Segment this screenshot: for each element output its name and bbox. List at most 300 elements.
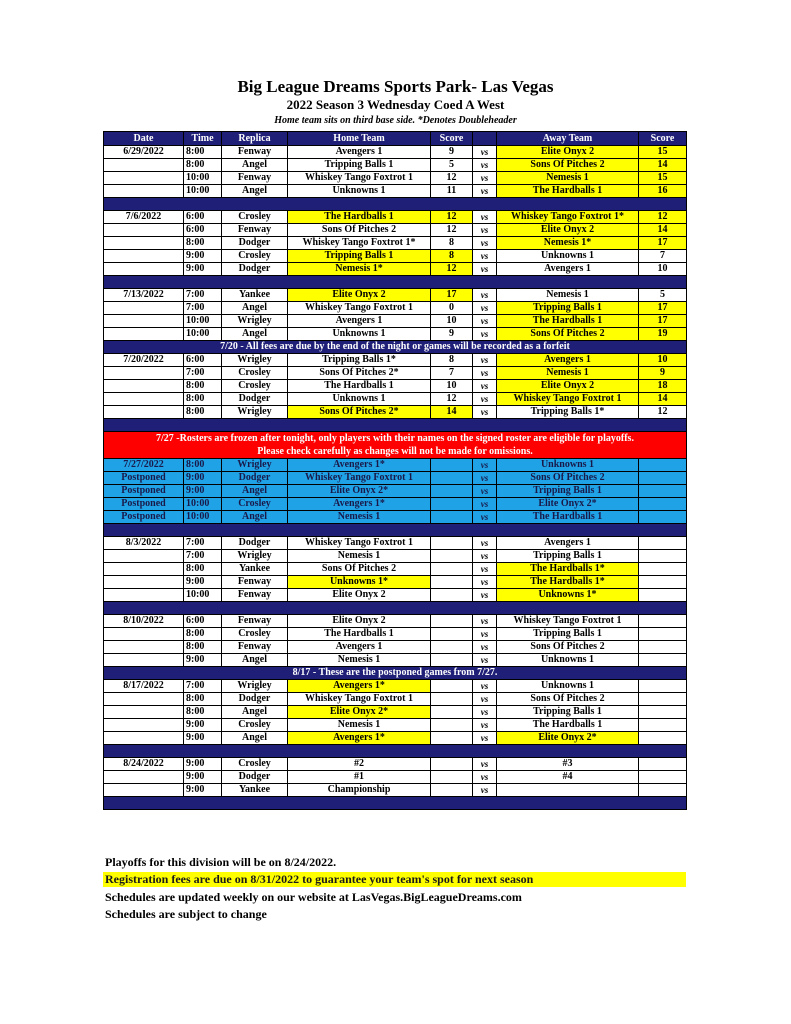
game-time: 10:00 [184,498,222,511]
game-time: 7:00 [184,367,222,380]
home-team: Avengers 1 [288,146,431,159]
away-team [497,784,639,797]
away-score: 10 [639,263,687,276]
home-team: Avengers 1* [288,680,431,693]
field-replica: Wrigley [222,406,288,419]
away-team: The Hardballs 1 [497,719,639,732]
home-score: 12 [431,224,473,237]
field-replica: Wrigley [222,315,288,328]
game-time: 8:00 [184,459,222,472]
away-team: Tripping Balls 1* [497,406,639,419]
home-score [431,576,473,589]
home-team: The Hardballs 1 [288,628,431,641]
home-team: Elite Onyx 2 [288,589,431,602]
vs-label: vs [473,472,497,485]
game-date: 8/10/2022 [104,615,184,628]
home-team: Sons Of Pitches 2* [288,406,431,419]
away-score: 16 [639,185,687,198]
home-score: 8 [431,237,473,250]
game-time: 8:00 [184,159,222,172]
away-team: #3 [497,758,639,771]
separator-cell [104,276,687,289]
home-team: Avengers 1* [288,459,431,472]
game-row [104,693,687,706]
game-time: 8:00 [184,706,222,719]
home-score [431,784,473,797]
field-replica: Fenway [222,589,288,602]
col-away-score-header: Score [639,132,687,146]
game-time: 8:00 [184,628,222,641]
game-date: Postponed [104,472,184,485]
game-date [104,185,184,198]
field-replica: Dodger [222,237,288,250]
home-score: 14 [431,406,473,419]
away-score [639,589,687,602]
game-date [104,576,184,589]
field-replica: Angel [222,328,288,341]
week-separator [104,524,687,537]
vs-label: vs [473,732,497,745]
game-time: 9:00 [184,263,222,276]
home-team: Nemesis 1 [288,550,431,563]
week-separator [104,797,687,810]
game-row [104,758,687,771]
home-team: Unknowns 1 [288,328,431,341]
home-score [431,771,473,784]
game-row [104,211,687,224]
vs-label: vs [473,393,497,406]
home-score [431,511,473,524]
away-team: Sons Of Pitches 2 [497,693,639,706]
home-team: Elite Onyx 2* [288,706,431,719]
field-replica: Angel [222,706,288,719]
home-team: Sons Of Pitches 2 [288,224,431,237]
home-score [431,706,473,719]
home-team: Unknowns 1* [288,576,431,589]
game-row [104,263,687,276]
field-replica: Wrigley [222,459,288,472]
vs-label: vs [473,589,497,602]
col-home-team-header: Home Team [288,132,431,146]
away-team: Elite Onyx 2* [497,498,639,511]
away-score: 15 [639,146,687,159]
game-time: 10:00 [184,328,222,341]
postponed-game-row [104,459,687,472]
separator-cell [104,745,687,758]
away-team: Nemesis 1* [497,237,639,250]
home-score [431,589,473,602]
field-replica: Fenway [222,576,288,589]
game-row [104,771,687,784]
game-date [104,302,184,315]
away-team: Whiskey Tango Foxtrot 1 [497,393,639,406]
game-time: 8:00 [184,146,222,159]
home-team: Championship [288,784,431,797]
away-team: Unknowns 1 [497,680,639,693]
vs-label: vs [473,237,497,250]
game-time: 8:00 [184,641,222,654]
game-date [104,628,184,641]
game-row [104,628,687,641]
game-row [104,563,687,576]
announcement-text: 8/17 - These are the postponed games from 7/27. [104,667,687,680]
game-date: 7/27/2022 [104,459,184,472]
vs-label: vs [473,576,497,589]
away-score [639,680,687,693]
game-date [104,237,184,250]
week-separator [104,419,687,432]
home-score [431,680,473,693]
game-time: 8:00 [184,563,222,576]
vs-label: vs [473,654,497,667]
game-time: 8:00 [184,693,222,706]
vs-label: vs [473,680,497,693]
announcement-row [104,341,687,354]
vs-label: vs [473,302,497,315]
game-time: 8:00 [184,406,222,419]
vs-label: vs [473,615,497,628]
postponed-game-row [104,498,687,511]
away-score: 14 [639,224,687,237]
field-replica: Dodger [222,263,288,276]
game-row [104,224,687,237]
game-row [104,641,687,654]
home-score: 5 [431,159,473,172]
home-team: #2 [288,758,431,771]
home-score [431,732,473,745]
game-time: 9:00 [184,732,222,745]
game-time: 10:00 [184,589,222,602]
field-replica: Angel [222,185,288,198]
away-team: Whiskey Tango Foxtrot 1* [497,211,639,224]
field-replica: Yankee [222,563,288,576]
game-time: 6:00 [184,615,222,628]
game-date [104,172,184,185]
away-team: Avengers 1 [497,263,639,276]
vs-label: vs [473,784,497,797]
away-score [639,472,687,485]
field-replica: Yankee [222,289,288,302]
home-score: 9 [431,328,473,341]
game-row [104,289,687,302]
vs-label: vs [473,172,497,185]
away-score [639,576,687,589]
game-row [104,354,687,367]
away-team: The Hardballs 1* [497,563,639,576]
postponed-game-row [104,472,687,485]
away-team: Tripping Balls 1 [497,706,639,719]
page-title: Big League Dreams Sports Park- Las Vegas [237,77,554,96]
game-date: 7/20/2022 [104,354,184,367]
game-time: 9:00 [184,771,222,784]
home-score: 9 [431,146,473,159]
game-date: 7/6/2022 [104,211,184,224]
game-date [104,315,184,328]
week-separator [104,276,687,289]
home-team: Whiskey Tango Foxtrot 1* [288,237,431,250]
game-date: 8/3/2022 [104,537,184,550]
away-score [639,693,687,706]
game-time: 7:00 [184,680,222,693]
home-team: Tripping Balls 1 [288,250,431,263]
away-score: 18 [639,380,687,393]
away-team: Nemesis 1 [497,289,639,302]
field-replica: Crosley [222,719,288,732]
vs-label: vs [473,315,497,328]
away-score [639,784,687,797]
roster-warning-line-1: 7/27 -Rosters are frozen after tonight, only players with their names on the signed roster are eligible for playoffs. [156,433,634,444]
roster-warning-line-2: Please check carefully as changes will not be made for omissions. [257,446,533,457]
away-team: Unknowns 1* [497,589,639,602]
home-score: 10 [431,380,473,393]
away-score [639,641,687,654]
game-date [104,693,184,706]
website-note: Schedules are updated weekly on our website at LasVegas.BigLeagueDreams.com [105,890,522,904]
separator-cell [104,524,687,537]
away-team: Nemesis 1 [497,172,639,185]
home-score: 12 [431,211,473,224]
home-team: #1 [288,771,431,784]
game-date [104,380,184,393]
field-replica: Crosley [222,380,288,393]
announcement-row [104,667,687,680]
vs-label: vs [473,146,497,159]
game-date: 8/24/2022 [104,758,184,771]
away-score [639,537,687,550]
col-away-team-header: Away Team [497,132,639,146]
home-team: Tripping Balls 1* [288,354,431,367]
away-score [639,563,687,576]
away-team: #4 [497,771,639,784]
vs-label: vs [473,159,497,172]
col-home-score-header: Score [431,132,473,146]
field-replica: Dodger [222,393,288,406]
away-score [639,485,687,498]
game-row [104,393,687,406]
vs-label: vs [473,289,497,302]
vs-label: vs [473,328,497,341]
game-row [104,250,687,263]
game-time: 7:00 [184,537,222,550]
game-date [104,159,184,172]
home-team: Elite Onyx 2 [288,615,431,628]
home-score [431,758,473,771]
week-separator [104,602,687,615]
vs-label: vs [473,459,497,472]
field-replica: Dodger [222,472,288,485]
home-team: Avengers 1 [288,315,431,328]
away-team: Sons Of Pitches 2 [497,328,639,341]
away-score: 7 [639,250,687,263]
home-team: Whiskey Tango Foxtrot 1 [288,472,431,485]
home-score: 12 [431,172,473,185]
field-replica: Dodger [222,537,288,550]
away-score [639,758,687,771]
home-team: The Hardballs 1 [288,380,431,393]
game-row [104,146,687,159]
field-replica: Angel [222,159,288,172]
home-team: Unknowns 1 [288,185,431,198]
vs-label: vs [473,211,497,224]
game-date [104,250,184,263]
game-row [104,328,687,341]
game-row [104,576,687,589]
away-score [639,771,687,784]
game-time: 10:00 [184,185,222,198]
separator-cell [104,797,687,810]
game-time: 9:00 [184,576,222,589]
game-date: 7/13/2022 [104,289,184,302]
home-team: Elite Onyx 2* [288,485,431,498]
home-team: Unknowns 1 [288,393,431,406]
home-score: 17 [431,289,473,302]
away-team: Sons Of Pitches 2 [497,641,639,654]
away-team: Tripping Balls 1 [497,302,639,315]
game-date [104,641,184,654]
vs-label: vs [473,550,497,563]
vs-label: vs [473,693,497,706]
field-replica: Fenway [222,615,288,628]
game-row [104,550,687,563]
home-team-note: Home team sits on third base side. *Denotes Doubleheader [274,115,517,126]
game-time: 9:00 [184,485,222,498]
game-row [104,367,687,380]
game-row [104,706,687,719]
game-row [104,537,687,550]
home-team: The Hardballs 1 [288,211,431,224]
game-date [104,654,184,667]
away-team: The Hardballs 1 [497,185,639,198]
season-subtitle: 2022 Season 3 Wednesday Coed A West [286,97,505,112]
away-score [639,654,687,667]
away-team: Elite Onyx 2* [497,732,639,745]
home-score: 10 [431,315,473,328]
game-row [104,680,687,693]
home-score: 0 [431,302,473,315]
field-replica: Crosley [222,498,288,511]
game-time: 9:00 [184,654,222,667]
game-time: 8:00 [184,393,222,406]
game-date [104,771,184,784]
home-score [431,472,473,485]
col-vs-header [473,132,497,146]
game-date: Postponed [104,498,184,511]
away-team: Tripping Balls 1 [497,550,639,563]
field-replica: Angel [222,654,288,667]
away-score: 17 [639,302,687,315]
game-time: 6:00 [184,224,222,237]
game-row [104,784,687,797]
home-score [431,563,473,576]
home-team: Tripping Balls 1 [288,159,431,172]
away-team: Elite Onyx 2 [497,380,639,393]
game-time: 9:00 [184,758,222,771]
away-team: Nemesis 1 [497,367,639,380]
away-score: 19 [639,328,687,341]
home-score [431,550,473,563]
away-score [639,498,687,511]
separator-cell [104,198,687,211]
home-team: Sons Of Pitches 2* [288,367,431,380]
game-row [104,159,687,172]
schedule-table [103,131,687,810]
field-replica: Dodger [222,693,288,706]
roster-warning-row [104,432,687,459]
vs-label: vs [473,537,497,550]
vs-label: vs [473,485,497,498]
away-team: Unknowns 1 [497,654,639,667]
vs-label: vs [473,706,497,719]
home-score [431,641,473,654]
week-separator [104,198,687,211]
field-replica: Wrigley [222,354,288,367]
field-replica: Crosley [222,758,288,771]
home-score [431,693,473,706]
home-team: Whiskey Tango Foxtrot 1 [288,302,431,315]
col-time-header: Time [184,132,222,146]
game-date [104,563,184,576]
game-row [104,615,687,628]
away-score: 12 [639,211,687,224]
game-row [104,589,687,602]
game-row [104,315,687,328]
vs-label: vs [473,354,497,367]
game-date [104,263,184,276]
game-time: 6:00 [184,211,222,224]
game-date [104,589,184,602]
home-score [431,654,473,667]
game-time: 7:00 [184,302,222,315]
col-replica-header: Replica [222,132,288,146]
field-replica: Angel [222,511,288,524]
game-time: 10:00 [184,315,222,328]
home-team: Nemesis 1 [288,654,431,667]
game-row [104,654,687,667]
field-replica: Crosley [222,367,288,380]
away-team: Whiskey Tango Foxtrot 1 [497,615,639,628]
away-score: 14 [639,393,687,406]
table-header-row [104,132,687,146]
away-team: Avengers 1 [497,354,639,367]
game-date: 6/29/2022 [104,146,184,159]
vs-label: vs [473,771,497,784]
game-date [104,406,184,419]
game-time: 7:00 [184,289,222,302]
home-team: Avengers 1 [288,641,431,654]
game-row [104,406,687,419]
week-separator [104,745,687,758]
vs-label: vs [473,263,497,276]
away-score [639,615,687,628]
away-score: 17 [639,237,687,250]
home-team: Nemesis 1* [288,263,431,276]
away-score: 12 [639,406,687,419]
field-replica: Crosley [222,211,288,224]
field-replica: Wrigley [222,550,288,563]
home-score: 8 [431,250,473,263]
home-score [431,719,473,732]
vs-label: vs [473,641,497,654]
away-score [639,732,687,745]
away-team: The Hardballs 1 [497,315,639,328]
away-score: 15 [639,172,687,185]
away-score [639,550,687,563]
vs-label: vs [473,250,497,263]
away-score: 14 [639,159,687,172]
game-date [104,367,184,380]
game-time: 10:00 [184,172,222,185]
away-score [639,719,687,732]
